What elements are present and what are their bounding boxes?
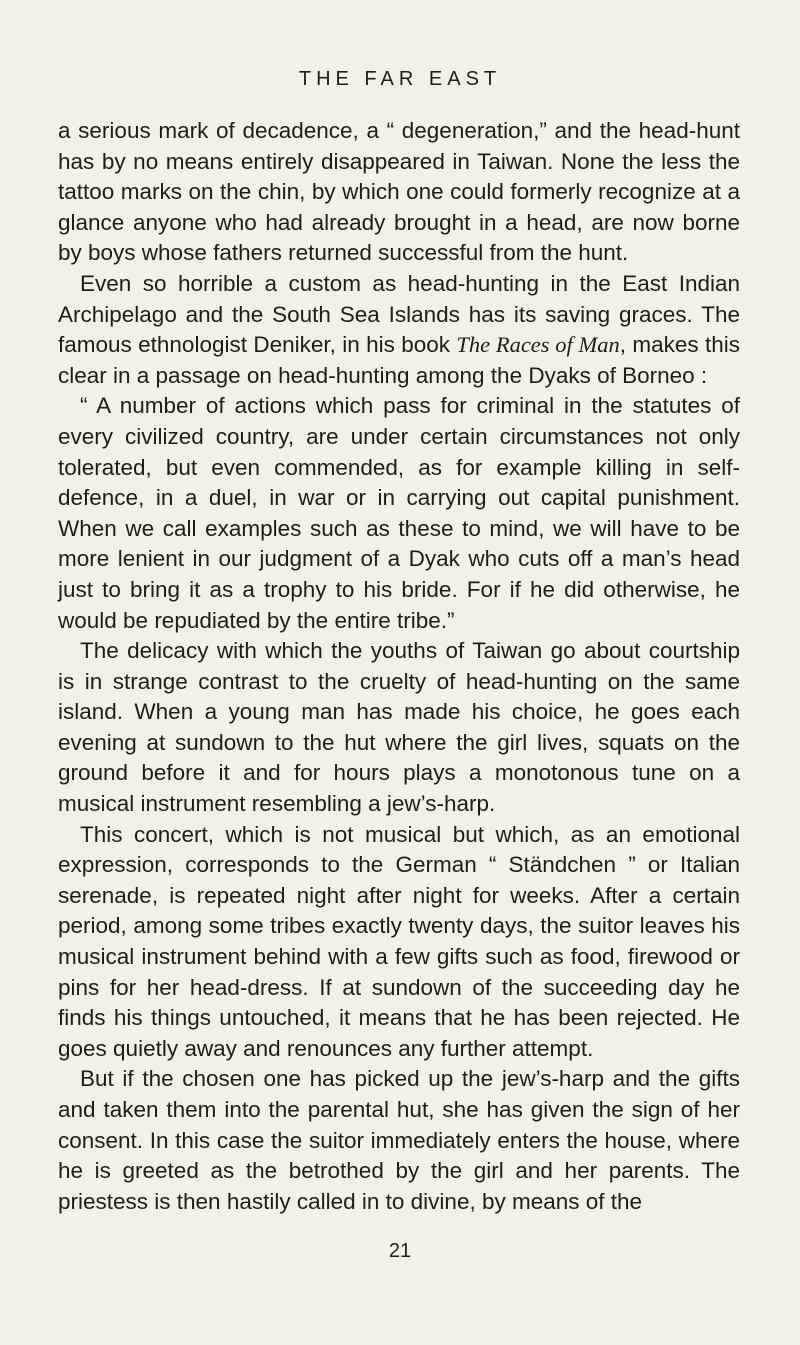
paragraph-2 (58, 269, 740, 391)
paragraph-2-text-before-title: Even so horrible a custom as head-hunting in the East Indian Archipelago and the South Sea Islands has its saving graces. The famous ethnologist Deniker, in his book (58, 270, 740, 358)
paragraph-2-text-after-title: , makes this clear in a passage on head-hunting among the Dyaks of Borneo : (58, 332, 740, 388)
paragraph-5: This concert, which is not musical but which, as an emotional expression, corresponds to the German “ Ständchen ” or Italian serenade, is repeated night after night for weeks. After a certain period, among some tribes exactly twenty days, the suitor leaves his musical instrument behind with a few gifts such as food, firewood or pins for her head-dress. If at sundown of the succeeding day he finds his things untouched, it means that he has been rejected. He goes quietly away and renounces any further attempt. (58, 821, 740, 1061)
paragraph-4: The delicacy with which the youths of Taiwan go about courtship is in strange contrast to the cruelty of head-hunting on the same island. When a young man has made his choice, he goes each evening at sundown to the hut where the girl lives, squats on the ground before it and for hours plays a monotonous tune on a musical instrument resembling a jew’s-harp. (58, 638, 740, 817)
book-title: The Races of Man (456, 332, 620, 358)
page-number: 21 (388, 1240, 412, 1262)
body-text (58, 116, 740, 1217)
paragraph-1: a serious mark of decadence, a “ degeneration,” and the head-hunt has by no means entirely disappeared in Taiwan. None the less the tattoo marks on the chin, by which one could formerly recognize at a glance anyone who had already brought in a head, are now borne by boys whose fathers returned successful from the hunt. (58, 118, 740, 266)
quotation-paragraph: “ A number of actions which pass for criminal in the statutes of every civilized country, are under certain circumstances not only tolerated, but even commended, as for example killing in self-defence, in a duel, in war or in carrying out capital punishment. When we call examples such as these to mind, we will have to be more lenient in our judgment of a Dyak who cuts off a man’s head just to bring it as a trophy to his bride. For if he did otherwise, he would be repudiated by the entire tribe.” (58, 393, 740, 633)
paragraph-6: But if the chosen one has picked up the jew’s-harp and the gifts and taken them into the parental hut, she has given the sign of her consent. In this case the suitor immediately enters the house, where he is greeted as the betrothed by the girl and her parents. The priestess is then hastily called in to divine, by means of the (58, 1066, 740, 1214)
running-head: THE FAR EAST (298, 68, 502, 90)
